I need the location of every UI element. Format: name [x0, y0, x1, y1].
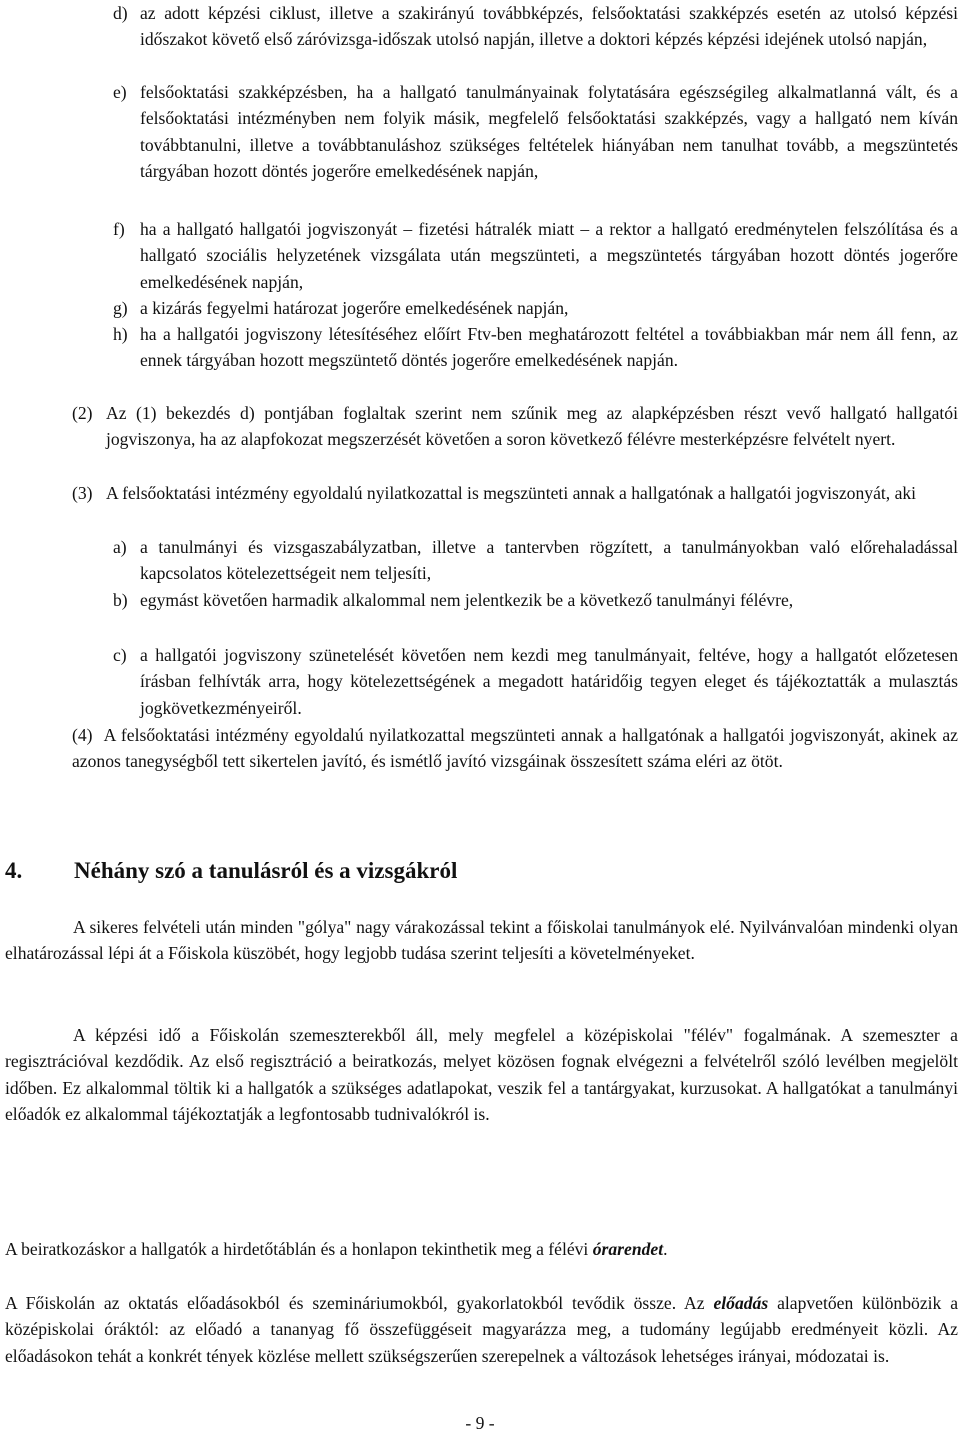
paragraph-label: (4) [72, 725, 93, 745]
item-text: a hallgatói jogviszony szünetelését követően nem kezdi meg tanulmányait, feltéve, hogy a hallgatót előzetesen írásban felhívták arra, hogy kötelezettségének a megadott határidőig tegyen eleget és tájékoztatták a mulasztás jogkövetkezményeiről. [140, 645, 958, 718]
body-paragraph-2: A képzési idő a Főiskolán szemeszterekből áll, mely megfelel a középiskolai "félév" fogalmának. A szemeszter a regisztrációval kezdődik. Az első regisztráció a beiratkozás, melyet közösen fognak elvégezni a felvételről szóló levélben megjelölt időben. Ez alkalommal töltik ki a hallgatók a szükséges adatlapokat, veszik fel a tantárgyakat, kurzusokat. A hallgatókat a tanulmányi előadók ez alkalommal tájékoztatják a legfontosabb tudnivalókról is. [5, 1025, 958, 1124]
item-text: az adott képzési ciklust, illetve a szakirányú továbbképzés, felsőoktatási szakképzés esetén az utolsó képzési időszakot követő első záróvizsga-időszak utolsó napján, illetve a doktori képzés képzési idejének utolsó napján, [140, 3, 958, 50]
item-text: a tanulmányi és vizsgaszabályzatban, illetve a tantervben rögzített, a tanulmányokban való előrehaladással kapcsolatos kötelezettségeit nem teljesíti, [140, 537, 958, 584]
item-label: a) [113, 537, 127, 557]
item-label: c) [113, 645, 127, 665]
item-label: d) [113, 3, 128, 23]
item-text: ha a hallgatói jogviszony létesítéséhez előírt Ftv-ben meghatározott feltétel a továbbiakban már nem áll fenn, az ennek tárgyában hozott megszüntető döntés jogerőre emelkedésének napján. [140, 324, 958, 371]
paragraph-label: (2) [72, 403, 93, 423]
item-text: ha a hallgató hallgatói jogviszonyát – fizetési hátralék miatt – a rektor a hallgató eredménytelen felszólítása és a hallgató szociális helyzetének vizsgálata után megszünteti, a megszüntetés tárgyában hozott döntés jogerőre emelkedésének napján, [140, 219, 958, 292]
paragraph-4 [72, 722, 958, 775]
item-label: b) [113, 590, 128, 610]
body-paragraph-4 [5, 1290, 958, 1369]
text-run: A beiratkozáskor a hallgatók a hirdetőtáblán és a honlapon tekinthetik meg a félévi [5, 1239, 593, 1259]
item-label: f) [113, 219, 125, 239]
item-text: a kizárás fegyelmi határozat jogerőre emelkedésének napján, [140, 298, 569, 318]
paragraph-text: Az (1) bekezdés d) pontjában foglaltak szerint nem szűnik meg az alapképzésben részt vevő hallgató hallgatói jogviszonya, ha az alapfokozat megszerzését követően a soron következő félévre mesterképzésre felvételt nyert. [106, 403, 958, 450]
text-run: A Főiskolán az oktatás előadásokból és szemináriumokból, gyakorlatokból tevődik össze. Az [5, 1293, 714, 1313]
item-label: e) [113, 82, 127, 102]
section-title: Néhány szó a tanulásról és a vizsgákról [74, 858, 458, 883]
page-number: - 9 - [465, 1413, 495, 1433]
item-label: h) [113, 324, 128, 344]
item-text: felsőoktatási szakképzésben, ha a hallgató tanulmányainak folytatására egészségileg alkalmatlanná vált, és a felsőoktatási intézményben nem folyik másik, megfelelő felsőoktatási szakképzés, vagy a hallgató nem kíván továbbtanulni, illetve a továbbtanuláshoz szükséges feltételek hiányában nem tanulhat tovább, a megszüntetés tárgyában hozott döntés jogerőre emelkedésének napján, [140, 82, 958, 181]
paragraph-text: A felsőoktatási intézmény egyoldalú nyilatkozattal is megszünteti annak a hallgatónak a hallgatói jogviszonyát, aki [106, 483, 917, 503]
item-text: egymást követően harmadik alkalommal nem jelentkezik be a következő tanulmányi félévre, [140, 590, 794, 610]
paragraph-label: (3) [72, 483, 93, 503]
body-paragraph-3 [5, 1236, 958, 1262]
item-label: g) [113, 298, 128, 318]
body-paragraph-1: A sikeres felvételi után minden "gólya" nagy várakozással tekint a főiskolai tanulmányok elé. Nyilvánvalóan mindenki olyan elhatározással lépi át a Főiskola küszöbét, hogy legjobb tudása szerint teljesíti a követelményeket. [5, 917, 958, 964]
text-run: . [663, 1239, 668, 1259]
section-number: 4. [5, 858, 23, 883]
text-run: alapvetően különbözik a középiskolai óráktól: az előadó a tananyag fő összefüggéseit magyarázza meg, a tudomány legújabb eredményeit közli. Az előadásokon tehát a konkrét tények közlése mellett szükségszerűen szerepelnek a változások lehetséges irányai, módozatai is. [5, 1293, 958, 1366]
emphasis-text: előadás [713, 1293, 769, 1313]
paragraph-text: A felsőoktatási intézmény egyoldalú nyilatkozattal megszünteti annak a hallgatónak a hallgatói jogviszonyát, akinek az azonos tanegységből tett sikertelen javító, és ismétlő javító vizsgáinak összesített száma eléri az ötöt. [72, 725, 958, 772]
emphasis-text: órarendet [592, 1239, 664, 1259]
